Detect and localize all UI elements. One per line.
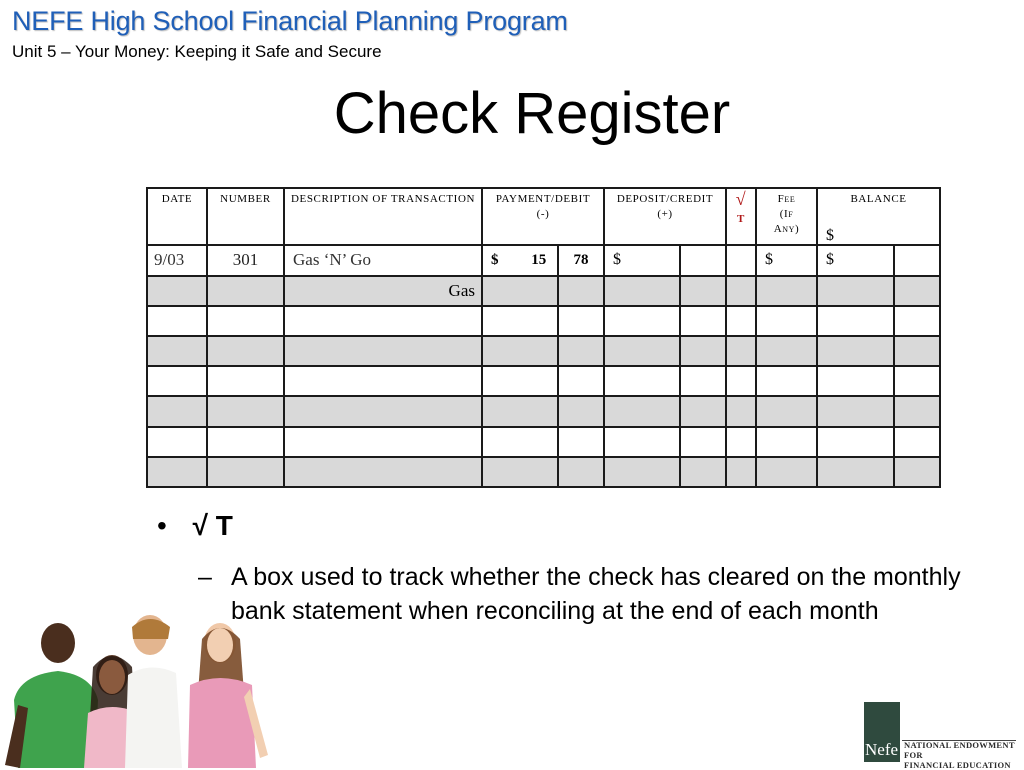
entry-description: Gas ‘N’ Go: [284, 245, 482, 275]
nefe-logo: [864, 700, 1016, 770]
table-row: [147, 366, 940, 396]
unit-subtitle: Unit 5 – Your Money: Keeping it Safe and Secure: [12, 42, 382, 61]
entry-balance: $: [817, 245, 894, 275]
table-row: [147, 306, 940, 336]
table-row: [147, 457, 940, 487]
header-payment-sign: (-): [536, 208, 550, 220]
register-entry-row: [147, 245, 940, 275]
entry-deposit-amount: $: [604, 245, 680, 275]
bullet-main-text: √ T: [192, 510, 233, 541]
header-fee-label: Fee: [777, 193, 796, 205]
header-number: NUMBER: [207, 188, 284, 245]
bullet-dot-icon: •: [157, 510, 167, 541]
header-fee: [756, 188, 817, 245]
header-deposit-credit: [604, 188, 726, 245]
entry-number: 301: [207, 245, 284, 275]
logo-line-2: FINANCIAL EDUCATION: [904, 760, 1011, 770]
dash-icon: –: [198, 563, 212, 591]
register-header-row: [147, 188, 940, 245]
header-balance: [817, 188, 940, 245]
bullet-sub-item: [198, 560, 998, 628]
header-t-label: T: [737, 213, 745, 225]
table-cell: [604, 276, 680, 306]
student-body: [125, 667, 182, 768]
student-body: [188, 678, 256, 768]
header-deposit-label: DEPOSIT/CREDIT: [616, 193, 714, 205]
header-deposit-sign: (+): [657, 208, 673, 220]
program-title: NEFE High School Financial Planning Program: [12, 6, 568, 36]
entry-balance-cents: [894, 245, 940, 275]
check-register-table: [146, 187, 941, 488]
entry-date: 9/03: [147, 245, 207, 275]
entry-memo: Gas: [284, 276, 482, 306]
header-fee-if: (If: [779, 208, 794, 220]
student-head: [41, 623, 75, 663]
students-photo: [0, 605, 270, 768]
logo-mark: Nefe: [865, 740, 899, 759]
header-balance-label: BALANCE: [850, 193, 907, 205]
header-fee-any: Any): [773, 223, 800, 235]
header-payment-label: PAYMENT/DEBIT: [495, 193, 591, 205]
payment-dollar-sign: $: [491, 251, 499, 268]
entry-deposit-cents: [680, 245, 726, 275]
header-date: DATE: [147, 188, 207, 245]
bullet-check-t: [157, 510, 233, 542]
slide-title: Check Register: [333, 81, 731, 146]
header-description: DESCRIPTION OF TRANSACTION: [284, 188, 482, 245]
entry-check-cell: [726, 245, 756, 275]
register-memo-row: [147, 276, 940, 306]
payment-dollars: 15: [531, 251, 547, 268]
table-cell: [726, 276, 756, 306]
table-row: [147, 396, 940, 426]
table-cell: [482, 276, 558, 306]
table-cell: [894, 276, 940, 306]
table-cell: [147, 276, 207, 306]
logo-text: [904, 740, 1016, 770]
check-mark-icon: √: [735, 189, 747, 209]
header-check-t: [726, 188, 756, 245]
table-row: [147, 336, 940, 366]
table-cell: [558, 276, 604, 306]
table-row: [147, 427, 940, 457]
header-balance-dollar: $: [826, 227, 835, 245]
table-cell: [756, 276, 817, 306]
table-cell: [817, 276, 894, 306]
entry-fee: $: [756, 245, 817, 275]
table-cell: [207, 276, 284, 306]
entry-payment-amount: [482, 245, 558, 275]
header-payment-debit: [482, 188, 604, 245]
table-cell: [680, 276, 726, 306]
bullet-sub-text: A box used to track whether the check has cleared on the monthly bank statement when reconciling at the end of each month: [231, 563, 961, 625]
entry-payment-cents: 78: [558, 245, 604, 275]
logo-line-1: NATIONAL ENDOWMENT FOR: [904, 740, 1015, 760]
